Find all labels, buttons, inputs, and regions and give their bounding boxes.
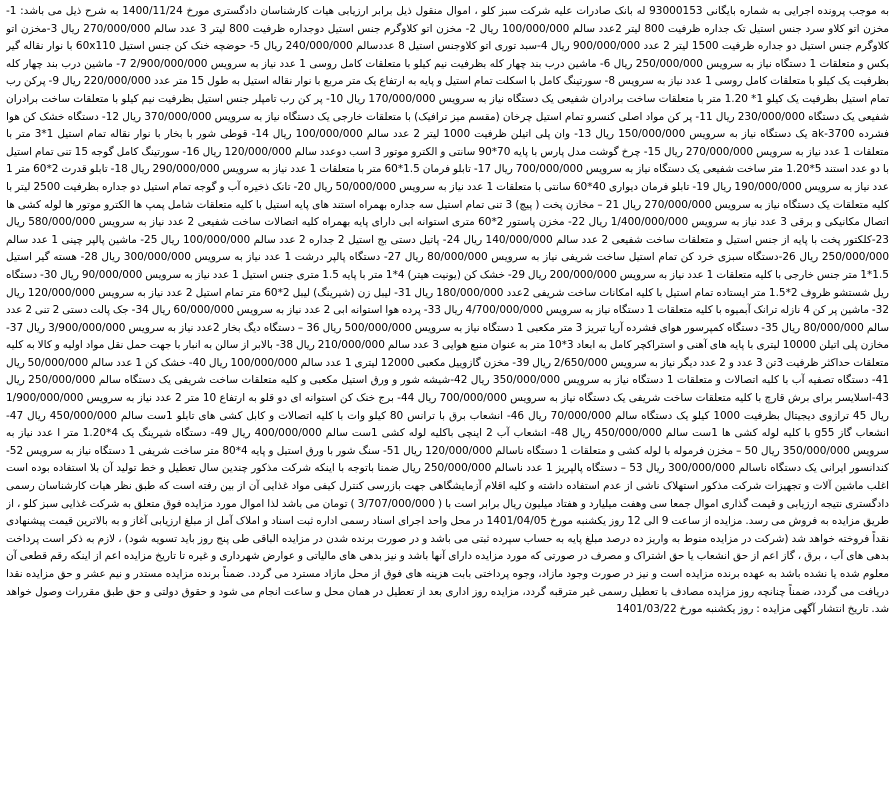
notice-body-text: به موجب پرونده اجرایی به شماره بایگانی 93000153 له بانک صادرات علیه شرکت سبز کلو ، اموال منقول ذیل برابر ارزیابی هیات کارشناسان دادگستری مورخ 1400/11/24 به شرح ذیل می باشد: 1-مخزن اتو کلاو سرد جنس استیل تک جداره ظرفیت 800 لیتر 2عدد سالم 100/000/000 ریال 2- مخزن اتو کلاوگرم جنس استیل دوجداره ظرفیت 800 لیتر 3 عدد سالم 270/000/000 ریال 3-مخزن اتو کلاوگرم جنس استیل دو جداره ظرفیت 1500 لیتر 2 عدد 900/000/000 ریال 4-سبد توری اتو کلاوجنس استیل 8 عددسالم 240/000/000 ریال 5- حوضچه خنک کن جنس استیل 60x110 با نوار نقاله گیر بکس و متعلقات 1 دستگاه نیاز به سرویس 250/000/000 ریال 6- ماشین درب بند چهار کله بظرفیت نیم کیلو با متعلقات کامل روسی 1 عدد نیاز به سرویس 2/900/000/000 7- ماشین درب بند چهار کله بظرفیت یک کیلو با متعلقات کامل روسی 1 عدد نیاز به سرویس 8- سورتینگ کامل با اسکلت تمام استیل و پایه به ارتفاع یک متر مربع با نوار نقاله استیل به طول 15 متر عدد 220/000/000 ریال 9- پرکن رب تمام استیل بظرفیت یک کیلو 1* 1.20 متر با متعلقات ساخت برادران شفیعی یک دستگاه نیاز به سرویس 170/000/000 ریال 10- پر کن رب تامپلر جنس استیل بظرفیت نیم کیلو با متعلقات ساخت برادران شفیعی یک دستگاه 230/000/000 ریال 11- پر کن مواد اصلی کنسرو تمام استیل چرخان (مقسم میز ترافیک) با متعلقات خارجی یک دستگاه نیاز به سرویس 370/000/000 ریال 12- دستگاه خشک کن هوا فشرده ak-3700 یک دستگاه نیاز به سرویس 150/000/000 ریال 13- وان پلی اتیلن ظرفیت 1000 لیتر 2 عدد سالم 100/000/000 ریال 14- قوطی شور با بخار با نوار نقاله تمام استیل 1*3 متر با متعلقات 1 عدد نیاز به سرویس 270/000/000 ریال 15- چرخ گوشت مدل پارس با پایه 70*90 سانتی و الکترو موتور 3 اسب دوعدد سالم 120/000/000 ریال 16- سورتینگ کامل گوجه 15 تنی تمام استیل با دو عدد استند 5*1.20 متر ساخت شفیعی یک دستگاه نیاز به سرویس 700/000/000 ریال 17- تابلو فرمان 1.5*60 متر با متعلقات 1 عدد نیاز به سرویس 290/000/000 ریال 18- تابلو قدرت 2*60 متر 1 عدد نیاز به سرویس 190/000/000 ریال 19- تابلو فرمان دیواری 40*60 سانتی با متعلقات 1 عدد نیاز به سرویس 50/000/000 ریال 20- تانک ذخیره آب و گوجه تمام استیل دو جداره بظرفیت 2500 لیتر با کلیه متعلقات یک دستگاه نیاز به سرویس 270/000/000 ریال 21 – مخازن پخت ( پیچ) 3 تنی تمام استیل سه جداره بهمراه استند های پایه استیل با کلیه متعلقات شامل پمپ ها الکترو موتور ها لوله کشی ها اتصال مکانیکی و برقی 3 عدد نیاز به سرویس 1/400/000/000 ریال 22- مخزن پاستور 2*60 متری استوانه ابی دارای پایه بهمراه کلیه اتصالات ساخت شفیعی 2 عدد نیاز به سرویس 580/000/000 ریال 23-کلکتور پخت با پایه از جنس استیل و متعلقات ساخت شفیعی 2 عدد سالم 140/000/000 ریال 24- پاتیل دستی بج استیل 2 جداره 2 عدد سالم 100/000/000 ریال 25- ماشین پالپر چینی 1 عدد سالم 250/000/000 ریال 26-دستگاه سبزی خرد کن تمام استیل ساخت شریفی نیاز به سرویس 80/000/000 ریال 27- دستگاه پالپر درشت 1 عدد نیاز به سرویس 300/000/000 ریال 28- هسته گیر استیل 1.5*1 متر جنس خارجی با کلیه متعلقات 1 عدد نیاز به سرویس 200/000/000 ریال 29- خشک کن (یونیت هیتر) 4*1 متر با پایه 1.5 متری جنس استیل 1 عدد نیاز به سرویس 90/000/000 ریال 30- دستگاه ریل شستشو ظروف 2*1.5 متر ایستاده تمام استیل با کلیه امکانات ساخت شریفی 2عدد 180/000/000 ریال 31- لیبل زن (شیرینگ) لیبل 2*60 متر تمام استیل 2 عدد نیاز به سرویس 120/000/000 ریال 32- ماشین پر کن 4 نازله ترانک آبمیوه با کلیه متعلقات 1 دستگاه نیاز به سرویس 4/700/000/000 ریال 33- پرده هوا استوانه ابی 2 عدد نیاز به سرویس 60/000/000 ریال 34- جک پالت دستی 2 تنی 2 عدد سالم 80/000/000 ریال 35- دستگاه کمپرسور هوای فشرده آریا تبریز 3 متر مکعبی 1 دستگاه نیاز به سرویس 500/000/000 ریال 36 – دستگاه دیگ بخار 2عدد نیاز به سرویس 3/900/000/000 ریال 37- مخازن پلی اتیلن 10000 لیتری با پایه های آهنی و استراکچر کامل به ابعاد 3*10 متر به عنوان منبع هوایی 3 عدد سالم 210/000/000 ریال 38- بالابر از سالن به انبار با جهت حمل نقل مواد اولیه و کالا به کلیه متعلقات حداکثر ظرفیت 3تن 3 عدد و 2 عدد دیگر نیاز به سرویس 2/650/000 ریال 39- مخزن گازوییل مکعبی 12000 لیتری 1 عدد سالم 100/000/000 ریال 40- خشک کن 1 عدد سالم 50/000/000 ریال 41- دستگاه تصفیه آب با کلیه اتصالات و متعلقات 1 دستگاه نیاز به سرویس 350/000/000 ریال 42-شیشه شور و ورق استیل مکعبی و کلیه متعلقات ساخت شریفی یک دستگاه سالم 250/000/000 ریال 43-اسلایسر برای برش قارچ با کلیه متعلقات ساخت شریفی یک دستگاه نیاز به سرویس 700/000/000 ریال 44- برج خنک کن استوانه ای دو قلو به ارتفاع 10 متر 2 عدد نیاز به سرویس 1/900/000/000 ریال 45 ترازوی دیجیتال بظرفیت 1000 کیلو یک دستگاه سالم 70/000/000 ریال 46- انشعاب برق با ترانس 80 کیلو وات با کلیه اتصالات و کابل کشی های تابلو 1ست سالم 450/000/000 ریال 47- انشعاب گاز g55 با کلیه لوله کشی ها 1ست سالم 450/000/000 ریال 48- انشعاب آب 2 اینچی باکلیه لوله کشی 1ست سالم 400/000/000 ریال 49- دستگاه شیرینگ یک 4*1.20 متر ا عدد نیاز به سرویس 350/000/000 ریال 50 – مخزن فرموله با لوله کشی و متعلقات 1 دستگاه ناسالم 120/000/000 ریال 51- سنگ شور با ورق استیل و پایه 4*80 متر ساخت شریفی 1 دستگاه نیاز به سرویس 52- کندانسور ایرانی یک دستگاه ناسالم 300/000/000 ریال 53 – دستگاه پالپریز 1 عدد ناسالم 250/000/000 ریال ضمنا باتوجه با اینکه شرکت مذکور چندین سال تعطیل و خط تولید آن بلا استفاده بوده است اغلب ماشین آلات و تجهیزات شرکت مذکور استهلاک ناشی از عدم استفاده داشته و کلیه اقلام آزمایشگاهی جهت بازرسی کنترل کیفی مواد غذایی آن از بین رفته است که طبق نظر هیات کارشناسان رسمی دادگستری نتیجه ارزیابی و قیمت گذاری اموال جمعا سی وهفت میلیارد و هفتاد میلیون ریال برابر است با ( 3/707/000/000 ) تومان می باشد لذا اموال مورد مزایده فوق متعلق به شرکت غذایی سبز کلو ، از طریق مزایده به فروش می رسد. مزایده از ساعت 9 الی 12 روز یکشنبه مورخ 1401/04/05 در محل واحد اجرای اسناد رسمی اداره ثبت اسناد و املاک آمل از مبلغ ارزیابی آغاز و به بالاترین قیمت پیشنهادی نقداً فروخته خواهد شد (شرکت در مزایده منوط به واریز ده درصد مبلغ پایه به حساب سپرده ثبتی می باشد و در صورت برنده شدن در مزایده الباقی طی پنج روز باید تسویه شود) ، لازم به ذکر است پرداخت بدهی های آب ، برق ، گاز اعم از حق انشعاب یا حق اشتراک و مصرف در صورتی که مورد مزایده دارای آنها باشد و نیز بدهی های مالیاتی و عوارض شهرداری و غیره تا تاریخ مزایده اعم از اینکه رقم قطعی آن معلوم شده یا نشده باشد به عهده برنده مزایده است و نیز در صورت وجود مازاد، وجوه پرداختی بابت هزینه های فوق از محل مازاد مسترد می گردد. ضمناً برنده مزایده مستدر و نیم عشر و حق مزایده نقدا دریافت می گردد، ضمناً چنانچه روز مزایده مصادف با تعطیل رسمی غیر مترقبه گردد، مزایده روز اداری بعد از تعطیل در همان محل و ساعت انجام می شود و حقوق دولتی و حق طبق مقررات وصول خواهد شد. تاریخ انتشار آگهی مزایده : روز یکشنبه مورخ 1401/03/22: [6, 5, 889, 616]
auction-notice: [6, 3, 889, 808]
